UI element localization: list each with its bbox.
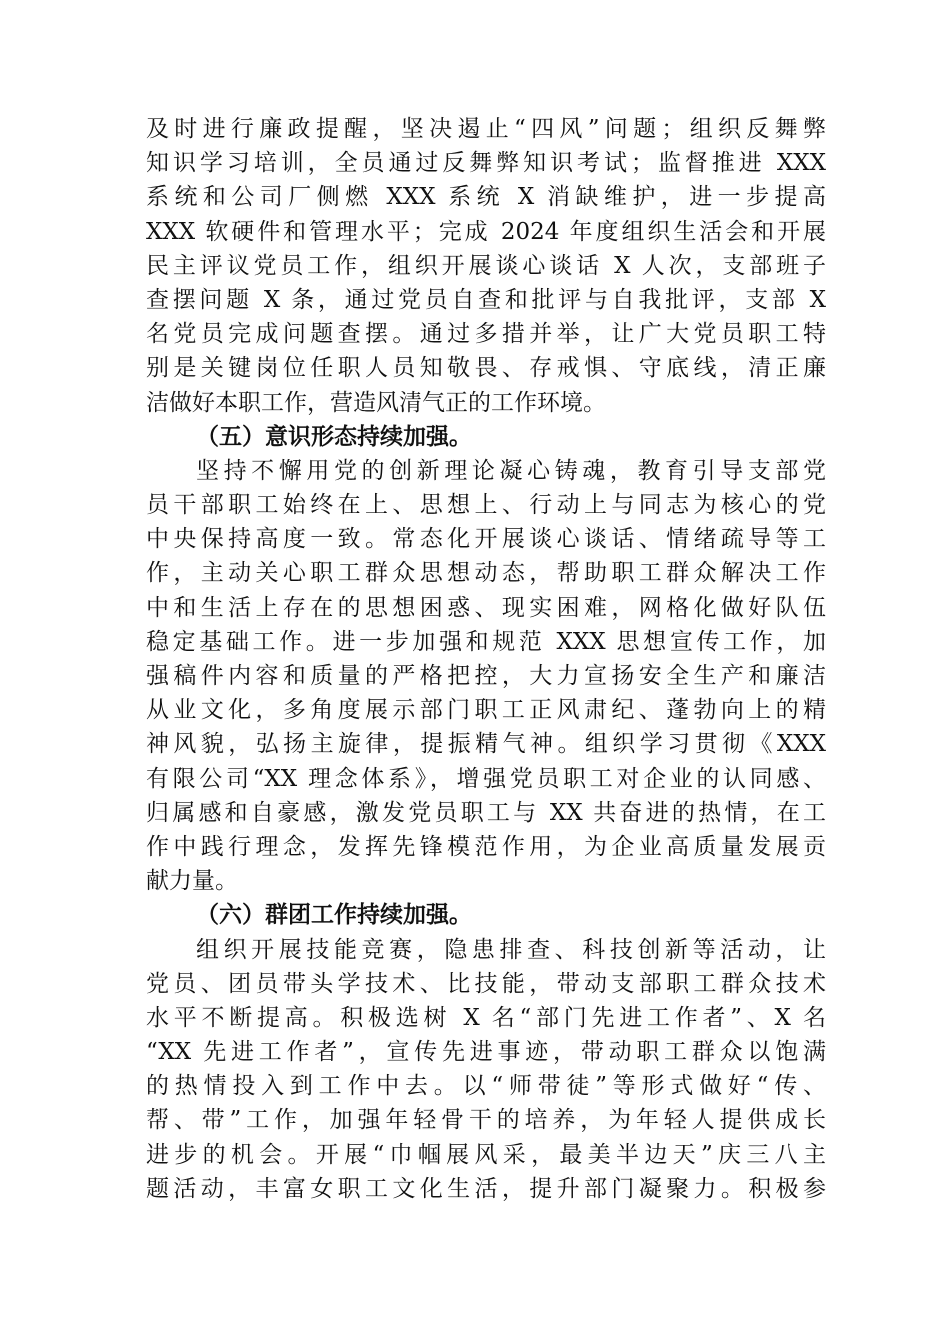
text-line: 及时进行廉政提醒，坚决遏止“四风”问题；组织反舞弊 bbox=[146, 116, 826, 142]
text-line: “XX 先进工作者”，宣传先进事迹，带动职工群众以饱满 bbox=[146, 1039, 826, 1066]
text-line: 水平不断提高。积极选树 X 名“部门先进工作者”、X 名 bbox=[146, 1004, 826, 1031]
text-line: 进步的机会。开展“巾帼展风采，最美半边天”庆三八主 bbox=[146, 1141, 826, 1168]
text-line: 的热情投入到工作中去。以“师带徒”等形式做好“传、 bbox=[146, 1073, 826, 1100]
text-line: XXX 软硬件和管理水平；完成 2024 年度组织生活会和开展 bbox=[146, 218, 826, 245]
text-line: 中央保持高度一致。常态化开展谈心谈话、情绪疏导等工 bbox=[146, 526, 826, 553]
document-body bbox=[146, 112, 826, 1206]
text-line: 名党员完成问题查摆。通过多措并举，让广大党员职工特 bbox=[146, 321, 826, 348]
text-line: 别是关键岗位任职人员知敬畏、存戒惧、守底线，清正廉 bbox=[146, 355, 826, 382]
text-line: 作，主动关心职工群众思想动态，帮助职工群众解决工作 bbox=[146, 560, 826, 587]
text-line: 系统和公司厂侧燃 XXX 系统 X 消缺维护，进一步提高 bbox=[146, 184, 826, 211]
text-line: 神风貌，弘扬主旋律，提振精气神。组织学习贯彻《XXX bbox=[146, 731, 826, 758]
text-line: 知识学习培训，全员通过反舞弊知识考试；监督推进 XXX bbox=[146, 150, 826, 177]
section-heading: （五）意识形态持续加强。 bbox=[196, 422, 472, 450]
section-heading: （六）群团工作持续加强。 bbox=[196, 901, 472, 929]
text-line: 从业文化，多角度展示部门职工正风肃纪、蓬勃向上的精 bbox=[146, 697, 826, 724]
text-line: 有限公司“XX 理念体系》，增强党员职工对企业的认同感、 bbox=[146, 765, 826, 792]
text-line: 帮、带”工作，加强年轻骨干的培养，为年轻人提供成长 bbox=[146, 1107, 826, 1134]
text-line: 民主评议党员工作，组织开展谈心谈话 X 人次，支部班子 bbox=[146, 252, 826, 279]
text-line: 题活动，丰富女职工文化生活，提升部门凝聚力。积极参 bbox=[146, 1175, 826, 1202]
text-line: 党员、团员带头学技术、比技能，带动支部职工群众技术 bbox=[146, 970, 826, 997]
text-line: 查摆问题 X 条，通过党员自查和批评与自我批评，支部 X bbox=[146, 286, 826, 313]
text-line: 强稿件内容和质量的严格把控，大力宣扬安全生产和廉洁 bbox=[146, 663, 826, 689]
text-line: 坚持不懈用党的创新理论凝心铸魂，教育引导支部党 bbox=[196, 457, 826, 484]
text-line: 献力量。 bbox=[146, 868, 238, 895]
text-line: 作中践行理念，发挥先锋模范作用，为企业高质量发展贡 bbox=[146, 833, 826, 860]
text-line: 归属感和自豪感，激发党员职工与 XX 共奋进的热情，在工 bbox=[146, 799, 826, 826]
text-line: 中和生活上存在的思想困惑、现实困难，网格化做好队伍 bbox=[146, 594, 826, 621]
text-line: 洁做好本职工作，营造风清气正的工作环境。 bbox=[146, 389, 606, 416]
text-line: 稳定基础工作。进一步加强和规范 XXX 思想宣传工作，加 bbox=[146, 628, 826, 655]
text-line: 员干部职工始终在上、思想上、行动上与同志为核心的党 bbox=[146, 492, 826, 519]
text-line: 组织开展技能竞赛，隐患排查、科技创新等活动，让 bbox=[196, 936, 826, 963]
